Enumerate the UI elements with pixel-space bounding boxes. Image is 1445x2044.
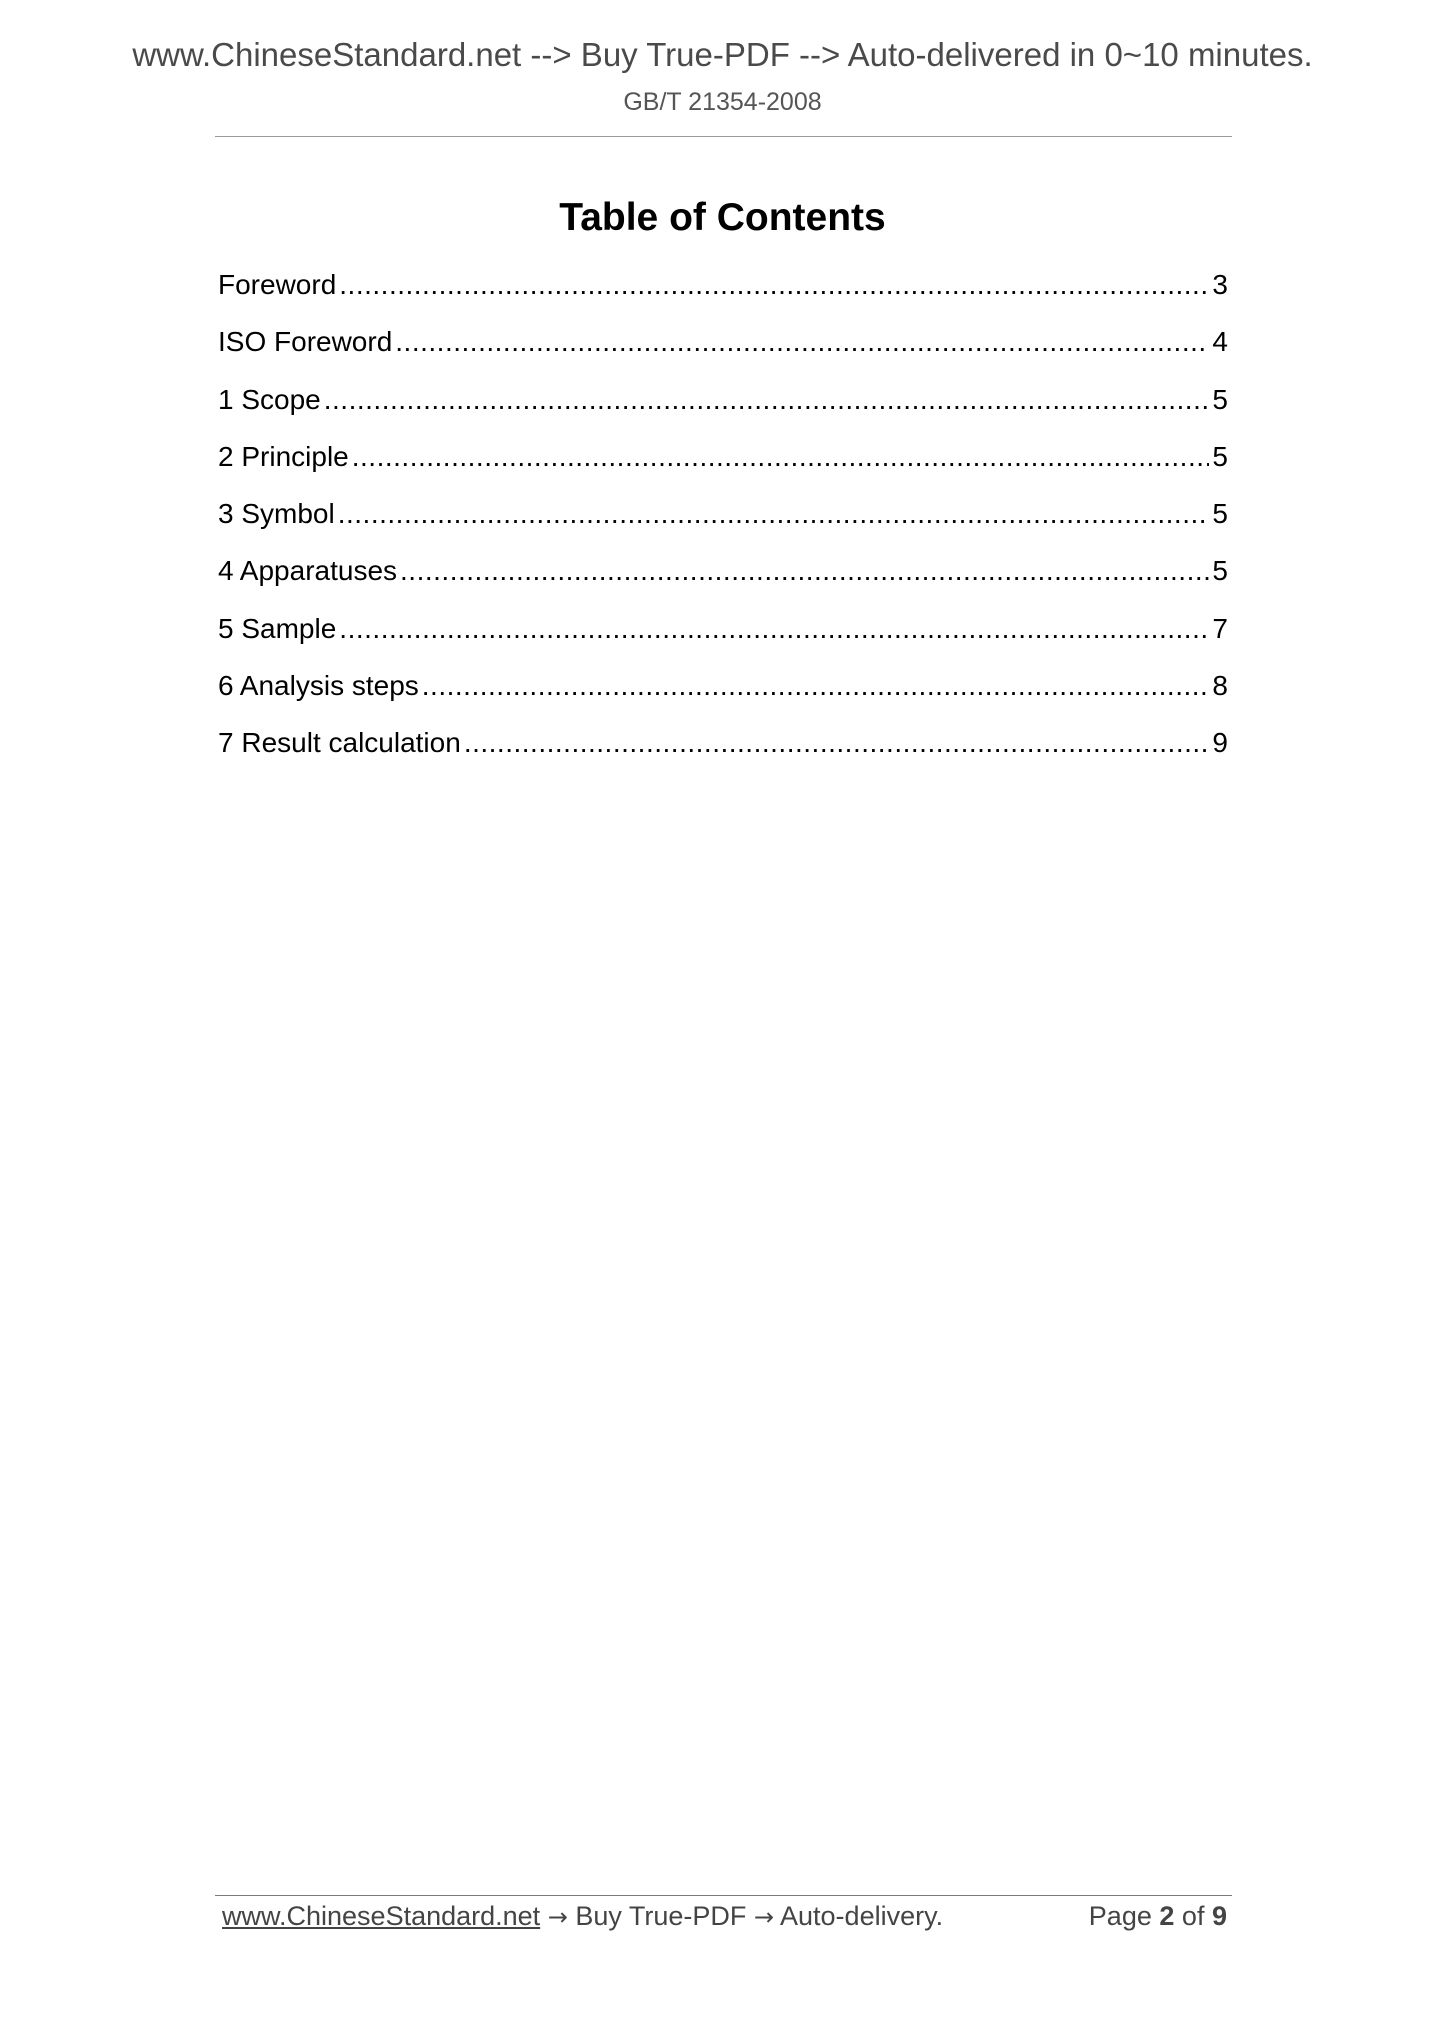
toc-entry-result-calculation[interactable]	[218, 726, 1228, 783]
toc-entry-scope[interactable]	[218, 383, 1228, 440]
page-word: Page	[1088, 1901, 1152, 1931]
right-arrow-icon: →	[547, 1903, 568, 1931]
toc-entry-page: 5	[1212, 555, 1228, 587]
toc-entry-label: 3 Symbol	[218, 498, 335, 530]
toc-dot-leader	[464, 726, 1210, 760]
toc-entry-page: 8	[1212, 670, 1228, 702]
toc-dot-leader	[338, 497, 1210, 531]
toc-entry-foreword[interactable]	[218, 268, 1228, 325]
toc-entry-label: 7 Result calculation	[218, 727, 461, 759]
toc-dot-leader	[352, 440, 1210, 474]
toc-entry-symbol[interactable]	[218, 497, 1228, 554]
footer-site-link[interactable]: www.ChineseStandard.net	[222, 1901, 541, 1931]
toc-entry-label: ISO Foreword	[218, 326, 393, 358]
toc-entry-label: 6 Analysis steps	[218, 670, 419, 702]
right-arrow-icon: →	[753, 1903, 774, 1931]
of-word: of	[1181, 1901, 1205, 1931]
toc-entry-label: 4 Apparatuses	[218, 555, 398, 587]
total-pages-number: 9	[1211, 1901, 1227, 1931]
toc-entry-label: 2 Principle	[218, 440, 349, 472]
toc-entry-label: Foreword	[218, 269, 337, 300]
footer-buy-text: Buy True-PDF	[575, 1901, 747, 1931]
toc-entry-sample[interactable]	[218, 612, 1228, 669]
current-page-number: 2	[1159, 1901, 1175, 1931]
header-banner: www.ChineseStandard.net --> Buy True-PDF --> Auto-delivered in 0~10 minutes.	[132, 36, 1313, 73]
toc-dot-leader	[339, 268, 1209, 302]
toc-dot-leader	[395, 325, 1209, 359]
toc-entry-page: 5	[1212, 440, 1228, 472]
toc-entry-page: 9	[1212, 727, 1228, 759]
toc-entry-label: 5 Sample	[218, 612, 337, 644]
toc-entry-apparatuses[interactable]	[218, 554, 1228, 611]
toc-dot-leader	[324, 383, 1210, 417]
toc-dot-leader	[400, 554, 1209, 588]
toc-entry-page: 5	[1212, 498, 1228, 530]
toc-entry-page: 4	[1212, 326, 1228, 358]
page-number	[1089, 1901, 1227, 1932]
toc-entry-label: 1 Scope	[218, 383, 321, 415]
toc-entry-analysis-steps[interactable]	[218, 669, 1228, 726]
toc-dot-leader	[339, 612, 1209, 646]
toc-entry-page: 5	[1212, 383, 1228, 415]
toc-entry-page: 7	[1212, 612, 1228, 644]
toc-entry-iso-foreword[interactable]	[218, 325, 1228, 382]
footer-promo	[222, 1901, 943, 1932]
footer-divider	[215, 1895, 1232, 1896]
toc-dot-leader	[422, 669, 1210, 703]
toc-list	[218, 268, 1228, 784]
header-divider	[215, 136, 1232, 137]
toc-title: Table of Contents	[559, 196, 886, 239]
toc-entry-principle[interactable]	[218, 440, 1228, 497]
page-footer	[222, 1901, 1227, 1937]
toc-entry-page: 3	[1212, 269, 1228, 300]
standard-code: GB/T 21354-2008	[623, 88, 822, 116]
footer-delivery-text: Auto-delivery.	[780, 1901, 944, 1931]
